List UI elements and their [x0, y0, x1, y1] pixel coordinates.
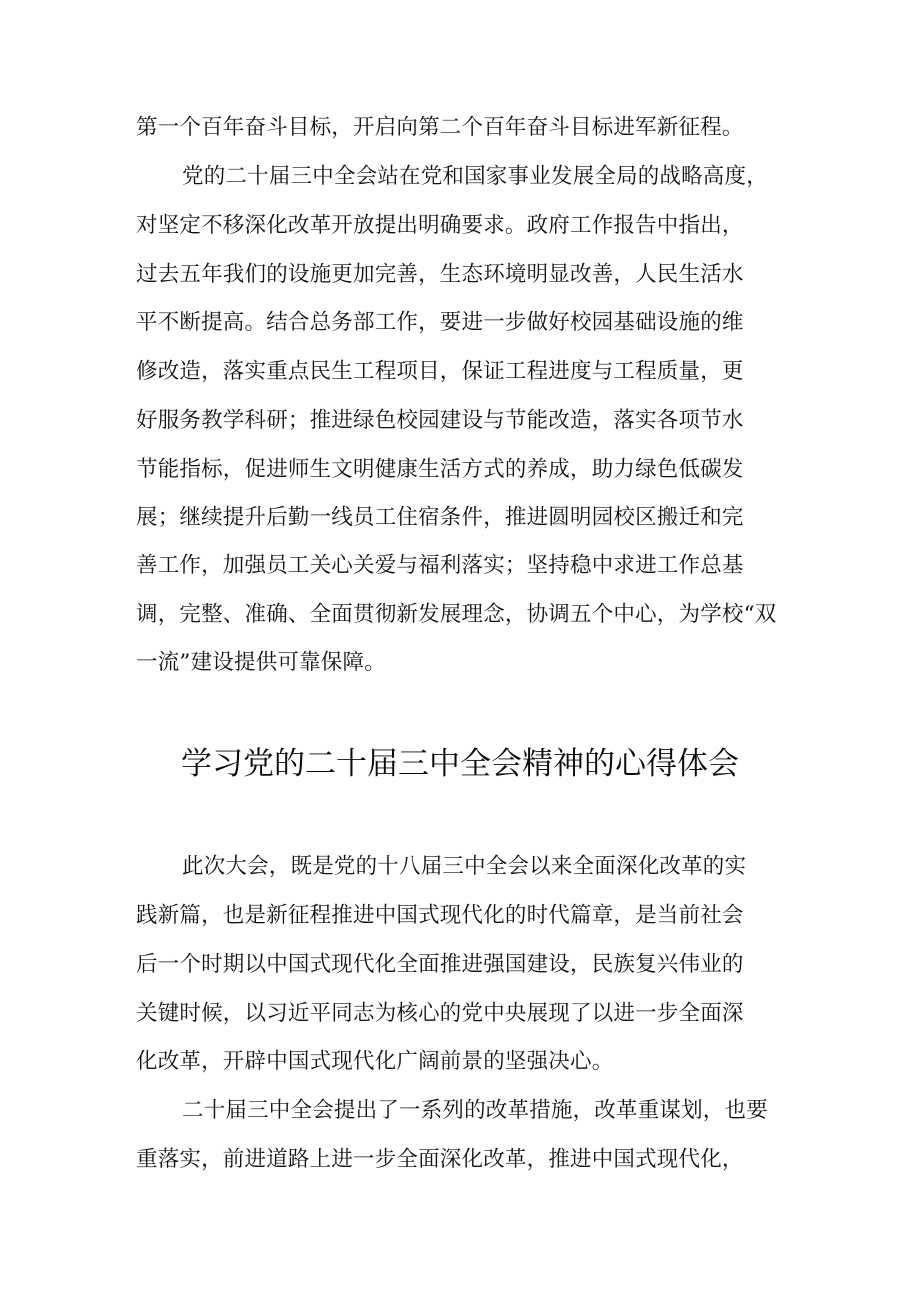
paragraph-line: 节能指标，促进师生文明健康生活方式的养成，助力绿色低碳发	[136, 457, 744, 482]
paragraph-line: 此次大会，既是党的十八届三中全会以来全面深化改革的实	[182, 854, 747, 879]
paragraph-line: 二十届三中全会提出了一系列的改革措施，改革重谋划，也要	[182, 1098, 768, 1123]
paragraph-line: 好服务教学科研；推进绿色校园建设与节能改造，落实各项节水	[136, 408, 744, 433]
paragraph-line: 修改造，落实重点民生工程项目，保证工程进度与工程质量，更	[136, 359, 744, 384]
paragraph-line: 展；继续提升后勤一线员工住宿条件，推进圆明园校区搬迁和完	[136, 505, 744, 530]
paragraph-line: 第一个百年奋斗目标，开启向第二个百年奋斗目标进军新征程。	[136, 115, 744, 140]
paragraph-line: 调，完整、准确、全面贯彻新发展理念，协调五个中心，为学校“双	[136, 602, 777, 627]
paragraph-line: 党的二十届三中全会站在党和国家事业发展全局的战略高度，	[182, 164, 768, 189]
paragraph-line: 关键时候，以习近平同志为核心的党中央展现了以进一步全面深	[136, 1001, 744, 1026]
paragraph-line: 一流”建设提供可靠保障。	[136, 650, 386, 675]
paragraph-line: 平不断提高。结合总务部工作，要进一步做好校园基础设施的维	[136, 310, 744, 335]
paragraph-line: 化改革，开辟中国式现代化广阔前景的坚强决心。	[136, 1049, 614, 1074]
paragraph-line: 重落实，前进道路上进一步全面深化改革，推进中国式现代化，	[136, 1147, 744, 1172]
paragraph-line: 对坚定不移深化改革开放提出明确要求。政府工作报告中指出，	[136, 213, 744, 238]
paragraph-line: 善工作，加强员工关心关爱与福利落实；坚持稳中求进工作总基	[136, 553, 744, 578]
paragraph-line: 后一个时期以中国式现代化全面推进强国建设，民族复兴伟业的	[136, 952, 744, 977]
section-heading: 学习党的二十届三中全会精神的心得体会	[181, 746, 739, 782]
paragraph-line: 践新篇，也是新征程推进中国式现代化的时代篇章，是当前社会	[136, 903, 744, 928]
paragraph-line: 过去五年我们的设施更加完善，生态环境明显改善，人民生活水	[136, 262, 744, 287]
